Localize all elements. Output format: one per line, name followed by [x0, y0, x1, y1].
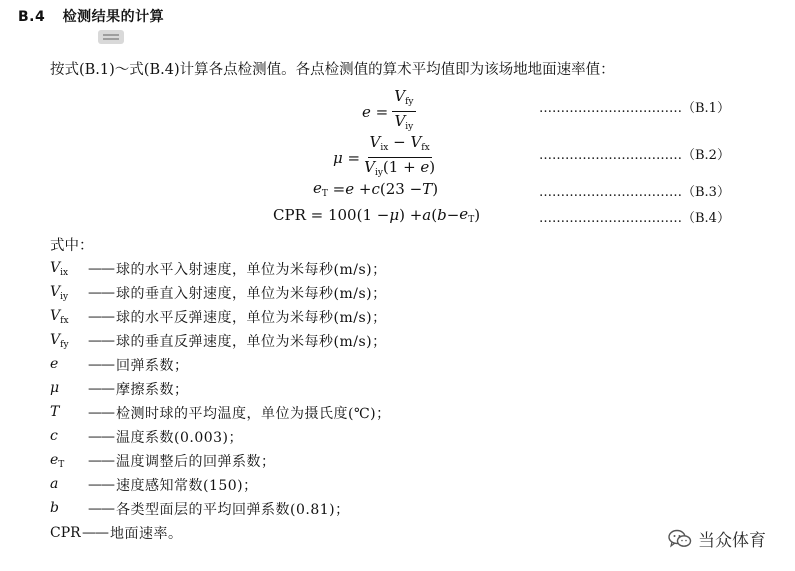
- definition-item: b —— 各类型面层的平均回弹系数(0.81)；: [50, 500, 350, 518]
- definition-item: μ —— 摩擦系数；: [50, 380, 189, 398]
- definition-item: T —— 检测时球的平均温度，单位为摄氏度(℃)；: [50, 404, 391, 422]
- equation-b2: μ = $\frac{V_{ix} - V_{fx}}{V_{iy}(1 + e)}$: [333, 133, 436, 178]
- section-title: 检测结果的计算: [62, 9, 165, 25]
- watermark: [668, 526, 766, 551]
- section-number: B.4: [18, 9, 46, 25]
- equation-b3: $e_T$ = e + c (23 − T ): [313, 179, 439, 199]
- intro-paragraph: 按式(B.1)～式(B.4)计算各点检测值。各点检测值的算术平均值即为该场地地面速率值：: [50, 62, 615, 78]
- equation-b1: e = $\frac{V_{fy}}{V_{iy}}$: [362, 87, 414, 132]
- where-label: 式中：: [50, 238, 94, 254]
- equation-label-b2: ……………………………（B.2）: [539, 148, 730, 163]
- definition-item: $e_T$ —— 温度调整后的回弹系数；: [50, 452, 276, 470]
- definition-item: CPR —— 地面速率。: [50, 525, 183, 542]
- wechat-icon: [668, 529, 692, 549]
- definition-item: e —— 回弹系数；: [50, 356, 189, 374]
- equation-b4: CPR = 100(1 − μ ) + a ( b − $e_T$ ): [273, 205, 481, 225]
- equation-label-b4: ……………………………（B.4）: [539, 211, 730, 226]
- image-badge-icon: [98, 30, 124, 44]
- definition-item: $V_{iy}$ —— 球的垂直入射速度，单位为米每秒(m/s)；: [50, 284, 387, 302]
- definition-item: a —— 速度感知常数(150)；: [50, 476, 258, 494]
- definition-item: $V_{fy}$ —— 球的垂直反弹速度，单位为米每秒(m/s)；: [50, 332, 387, 350]
- definition-item: $V_{ix}$ —— 球的水平入射速度，单位为米每秒(m/s)；: [50, 260, 387, 278]
- definition-item: c —— 温度系数(0.003)；: [50, 428, 244, 446]
- equation-label-b3: ……………………………（B.3）: [539, 185, 730, 200]
- watermark-text: 当众体育: [698, 531, 766, 551]
- variable-definitions: [50, 257, 391, 545]
- section-heading: [18, 6, 164, 26]
- definition-item: $V_{fx}$ —— 球的水平反弹速度，单位为米每秒(m/s)；: [50, 308, 387, 326]
- equation-label-b1: ……………………………（B.1）: [539, 101, 730, 116]
